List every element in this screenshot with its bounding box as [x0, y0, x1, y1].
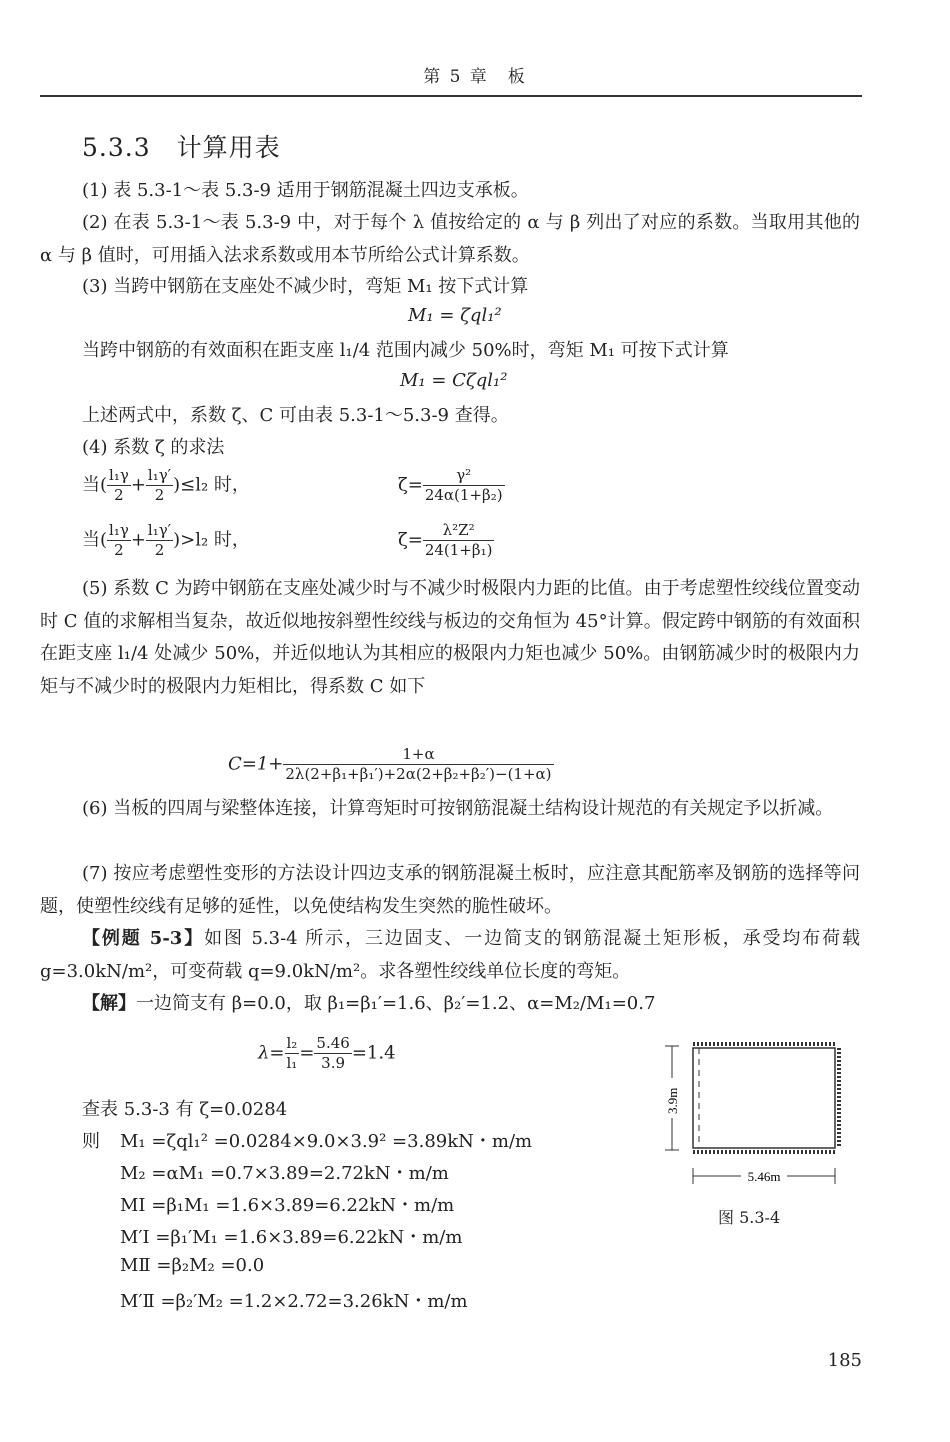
plus-sign: +: [130, 474, 146, 496]
solution-label: 【解】: [82, 993, 136, 1014]
zeta-case-1: [82, 466, 250, 505]
item-7: (7) 按应考虑塑性变形的方法设计四边支承的钢筋混凝土板时，应注意其配筋率及钢筋的选择等问题，使塑性绞线有足够的延性，以免使结构发生突然的脆性破坏。: [40, 863, 860, 917]
dimension-height-label: 3.9m: [665, 1087, 680, 1114]
frac-num: l₁γ′: [147, 466, 172, 484]
frac-num: l₂: [286, 1034, 298, 1052]
frac-zeta2: [423, 521, 495, 560]
step-2: M₂ =αM₁ =0.7×3.89=2.72kN・m/m: [120, 1163, 449, 1184]
figure-5-3-4: [655, 1038, 855, 1198]
frac-den: l₁: [286, 1054, 298, 1072]
example-label: 【例题 5-3】: [82, 928, 205, 949]
item-6: (6) 当板的四周与梁整体连接，计算弯矩时可按钢筋混凝土结构设计规范的有关规定予以折减。: [82, 798, 834, 819]
zeta-eq: ζ=: [398, 529, 423, 551]
item-2: (2) 在表 5.3-1～表 5.3-9 中，对于每个 λ 值按给定的 α 与 β 列出了对应的系数。当取用其他的 α 与 β 值时，可用插入法求系数或用本节所给公式计算系数。: [40, 212, 860, 266]
item-4: (4) 系数 ζ 的求法: [82, 437, 225, 458]
zeta-formula-1: [398, 466, 505, 505]
frac-den: 2: [154, 541, 165, 559]
step-6: M′Ⅱ =β₂′M₂ =1.2×2.72=3.26kN・m/m: [120, 1291, 468, 1312]
lambda-eq: =: [299, 1042, 315, 1064]
frac-l1g: [107, 466, 131, 505]
case2-suffix: )>l₂ 时，: [173, 529, 250, 551]
frac-l1gp: [146, 521, 173, 560]
frac-l1g: [107, 521, 131, 560]
item-1: (1) 表 5.3-1～表 5.3-9 适用于钢筋混凝土四边支承板。: [82, 180, 529, 201]
lambda-formula: [258, 1034, 396, 1073]
frac-num: 1+α: [283, 745, 553, 765]
case1-prefix: 当(: [82, 474, 108, 496]
header-rule: [40, 95, 862, 97]
zeta-formula-2: [398, 521, 494, 560]
frac-num: l₁γ: [109, 466, 129, 484]
zeta-case-2: [82, 521, 250, 560]
figure-caption: 图 5.3-4: [718, 1208, 781, 1227]
step-4: M′Ⅰ =β₁′M₁ =1.6×3.89=6.22kN・m/m: [120, 1227, 463, 1248]
example-text: 如图 5.3-4 所示，三边固支、一边简支的钢筋混凝土矩形板，承受均布荷载 g=3.0kN/m²，可变荷载 q=9.0kN/m²。求各塑性绞线单位长度的弯矩。: [40, 928, 860, 982]
frac-den: 3.9: [321, 1054, 346, 1072]
frac-num: 5.46: [316, 1034, 350, 1052]
dimension-width-label: 5.46m: [747, 1169, 781, 1184]
frac-den: 24α(1+β₂): [424, 486, 503, 504]
frac-num: l₁γ′: [147, 521, 172, 539]
frac-den: 2λ(2+β₁+β₁′)+2α(2+β₂+β₂′)−(1+α): [285, 765, 552, 783]
item-5: (5) 系数 C 为跨中钢筋在支座处减少时与不减少时极限内力距的比值。由于考虑塑性绞线位置变动时 C 值的求解相当复杂，故近似地按斜塑性绞线与板边的交角恒为 45°计算。假定跨中钢筋的有效面积在距支座 l₁/4 处减少 50%，并近似地认为其相应的极限内力矩也减少 50%。由钢筋减少时的极限内力矩与不减少时的极限内力矩相比，得系数 C 如下: [40, 578, 860, 697]
case2-prefix: 当(: [82, 529, 108, 551]
formula-m1: M₁ = ζql₁²: [408, 305, 502, 326]
formula-m1-c: M₁ = Cζql₁²: [400, 370, 508, 391]
item-3-coef: 上述两式中，系数 ζ、C 可由表 5.3-1～5.3-9 查得。: [82, 405, 509, 426]
zeta-eq: ζ=: [398, 474, 423, 496]
then-label: 则: [82, 1131, 100, 1152]
solution: [40, 988, 860, 1021]
frac-num: l₁γ: [109, 521, 129, 539]
frac-num: λ²Z²: [423, 521, 495, 541]
frac-l2-l1: [285, 1034, 300, 1073]
frac-zeta1: [423, 466, 505, 505]
step-1: M₁ =ζql₁² =0.0284×9.0×3.9² =3.89kN・m/m: [120, 1131, 533, 1152]
lookup-line: 查表 5.3-3 有 ζ=0.0284: [82, 1099, 288, 1120]
example-5-3: [40, 923, 860, 988]
frac-values: [314, 1034, 351, 1073]
frac-den: 2: [114, 541, 124, 559]
section-title: 5.3.3 计算用表: [82, 133, 281, 162]
lambda-right: =1.4: [351, 1042, 396, 1064]
solution-text: 一边简支有 β=0.0，取 β₁=β₁′=1.6、β₂′=1.2、α=M₂/M₁=0.7: [136, 993, 656, 1014]
frac-c: [283, 745, 553, 784]
lambda-left: λ=: [258, 1042, 285, 1064]
slab-outline: [693, 1044, 839, 1152]
item-3-note: 当跨中钢筋的有效面积在距支座 l₁/4 范围内减少 50%时，弯矩 M₁ 可按下式计算: [82, 340, 729, 361]
frac-den: 2: [154, 486, 165, 504]
frac-l1gp: [146, 466, 173, 505]
plus-sign: +: [130, 529, 146, 551]
page-number: 185: [827, 1350, 862, 1371]
frac-den: 2: [114, 486, 124, 504]
step-5: MⅡ =β₂M₂ =0.0: [120, 1255, 265, 1276]
case1-suffix: )≤l₂ 时，: [173, 474, 250, 496]
frac-num: γ²: [423, 466, 505, 486]
chapter-header: 第 5 章 板: [423, 67, 527, 87]
item-3: (3) 当跨中钢筋在支座处不减少时，弯矩 M₁ 按下式计算: [82, 276, 529, 297]
frac-den: 24(1+β₁): [424, 541, 493, 559]
step-3: MⅠ =β₁M₁ =1.6×3.89=6.22kN・m/m: [120, 1195, 455, 1216]
formula-c: [228, 745, 554, 784]
c-left: C=1+: [228, 753, 284, 775]
